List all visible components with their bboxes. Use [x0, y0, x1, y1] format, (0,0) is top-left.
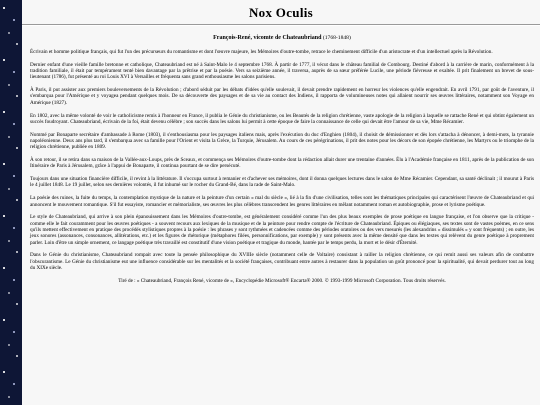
- paragraph-4: En 1802, avec la même volonté de voir le catholicisme remis à l'honneur en France, il publia le Génie du christianisme, ou les Beautés de la religion chrétienne, vaste apologie de la religion à laquelle se rattache René et qui obtint également un succès foudroyant. Chateaubriand, écrivain de la foi, était devenu célèbre ; son succès dans les salons lui permit à cette époque de faire la connaissance de celle qui devait être l'amour de sa vie, Mme Récamier.: [30, 112, 534, 125]
- subtitle-name: François-René, vicomte de Chateaubriand: [213, 35, 322, 41]
- page-title: Nox Oculis: [248, 5, 314, 20]
- paragraph-5: Nommé par Bonaparte secrétaire d'ambassade à Rome (1803), il s'enthousiasma pour les paysages italiens mais, après l'exécution du duc d'Enghien (1804), il choisit de démissionner et dès lors s'attacha à dénoncer, à demi-mots, la tyrannie napoléonienne. Deux ans plus tard, il s'embarqua avec sa famille pour l'Orient et visita la Grèce, la Turquie, Jérusalem. Au cours de ces pérégrinations, il prit des notes pour les décors de son épopée chrétienne, les Martyrs ou le triomphe de la religion chrétienne, publiée en 1809.: [30, 131, 534, 151]
- paragraph-9: Le style de Chateaubriand, qui arrive à son plein épanouissement dans les Mémoires d'outre-tombe, est généralement considéré comme l'un des plus beaux exemples de prose poétique en langue française, et l'on observe que la critique - comme elle le fait couramment pour les œuvres poétiques - a souvent recours aux lexiques de la musique et de la peinture pour rendre compte de l'écriture de Chateaubriand. Épiques ou élégiaques, ses textes sont de vastes poèmes, en ce sens qu'ils mettent effectivement en pratique des procédés stylistiques propres à la poésie : les phrases y sont rythmées et cadencées comme des périodes oratoires ou des vers mesurés (les alexandrins « dissimulés » y sont fréquents) ; en outre, les jeux sonores (assonances, consonances, allitérations, etc.) et les figures de rhétorique (métaphores filées, personnifications, par exemple) y sont présents avec la même densité que dans les textes qui relèvent du genre poétique à proprement parler. Loin d'être un simple ornement, ce langage poétique très travaillé est constitutif d'une vision poétique et tragique du monde, hantée par le temps perdu, la mort et le désir d'Éternité.: [30, 214, 534, 246]
- starry-background-strip: [0, 0, 22, 405]
- paragraph-1: Écrivain et homme politique français, qui fut l'un des précurseurs du romantisme et dont l'œuvre majeure, les Mémoires d'outre-tombe, retrace le cheminement difficile d'un aristocrate et d'un intellectuel après la Révolution.: [30, 49, 493, 55]
- page-panel: [22, 0, 540, 405]
- paragraph-7: Toujours dans une situation financière difficile, il revint à la littérature. Il s'occupa surtout à remanier et d'achever ses mémoires, dont il donna quelques lectures dans le salon de Mme Récamier. Cependant, sa santé déclinait ; il mourut à Paris le 4 juillet 1848. Le 19 juillet, selon ses dernières volontés, il fut inhumé sur le rocher du Grand-Bé, dans la rade de Saint-Malo.: [30, 176, 534, 189]
- paragraph-2: Dernier enfant d'une vieille famille bretonne et catholique, Chateaubriand est né à Saint-Malo le 4 septembre 1768. À partir de 1777, il vécut dans le château familial de Combourg. Destiné d'abord à la carrière de marin, conformément à la tradition familiale, il était par tempérament tenté bien davantage par la prêtrise et par la poésie. Vers sa seizième année, il traversa, auprès de sa sœur préférée Lucile, une période fiévreuse et exaltée. Il prit finalement un brevet de sous-lieutenant (1786), fut présenté au roi Louis XVI à Versailles et fréquenta sans grand enthousiasme les salons parisiens.: [30, 61, 534, 81]
- paragraph-3: À Paris, il put assister aux premiers bouleversements de la Révolution ; d'abord séduit par les débats d'idées qu'elle soulevait, il devait prendre rapidement en horreur les violences qu'elle engendrait. En avril 1791, par goût de l'aventure, il s'embarqua pour l'Amérique et y voyagea pendant quelques mois. De sa découverte des paysages et de sa vie au contact des Indiens, il rapporta de volumineuses notes qui allaient nourrir ses œuvres littéraires, notamment son Voyage en Amérique (1827).: [30, 87, 534, 106]
- article-body: [22, 26, 540, 284]
- paragraph-10: Dans le Génie du christianisme, Chateaubriand rompait avec toute la pensée philosophique du XVIIIe siècle (notamment celle de Voltaire) consistant à railler la religion chrétienne, ce qui remit aussi ses valeurs afin de combattre l'obscurantisme. Le Génie du christianisme eut une influence considérable sur les mentalités et la société françaises, contribuant entre autres à restaurer dans la population un goût prononcé pour la spiritualité, qui devait perdurer tout au long du XIXe siècle.: [30, 252, 534, 271]
- paragraph-8: La poésie des ruines, la fuite du temps, la contemplation mystique de la nature et la peinture d'un certain « mal du siècle », lié à la fin d'une civilisation, telles sont les thématiques principales qui caractérisent l'œuvre de Chateaubriand et qui annoncent le mouvement romantique. S'il fut essayiste, romancier et mémorialiste, ses œuvres les plus célèbres transcendent les genres littéraires en mêlant notamment roman et autobiographie, prose et lyrisme poétique.: [30, 195, 534, 208]
- source-credit: Tiré de : « Chateaubriand, François René, vicomte de », Encyclopédie Microsoft® Encarta® 2000. © 1993-1999 Microsoft Corporation. Tous droits réservés.: [118, 277, 446, 284]
- subtitle-dates: (1768-1848): [322, 35, 351, 41]
- article-subtitle: [30, 35, 534, 41]
- paragraph-6: À son retour, il se retira dans sa maison de la Vallée-aux-Loups, près de Sceaux, et commença ses Mémoires d'outre-tombe dont la rédaction allait durer une trentaine d'années. Élu à l'Académie française en 1811, après de la publication de son Itinéraire de Paris à Jérusalem, grâce à l'appui de Bonaparte, il continua pourtant de se dire persécuté.: [30, 157, 534, 170]
